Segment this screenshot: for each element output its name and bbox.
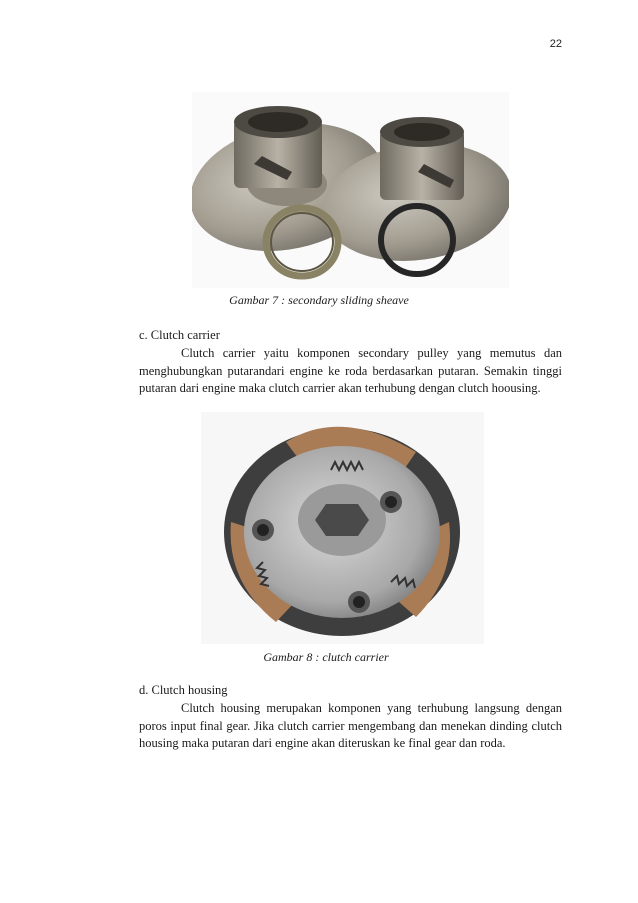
section-d-paragraph: Clutch housing merupakan komponen yang terhubung langsung dengan poros input final gear. Jika clutch carrier mengembang dan menekan dinding clutch housing maka putaran dari engine akan diteruskan ke final gear dan roda. — [139, 701, 562, 750]
section-c-heading: c. Clutch carrier — [139, 328, 220, 342]
figure-clutch-carrier — [201, 412, 484, 644]
figure-7-caption: Gambar 7 : secondary sliding sheave — [229, 293, 409, 307]
sliding-sheave-illustration — [192, 92, 509, 288]
page-number: 22 — [549, 38, 562, 50]
clutch-carrier-illustration — [201, 412, 484, 644]
figure-8-caption: Gambar 8 : clutch carrier — [263, 650, 389, 664]
figure-secondary-sliding-sheave — [192, 92, 509, 288]
section-d-heading: d. Clutch housing — [139, 683, 228, 697]
section-c-paragraph: Clutch carrier yaitu komponen secondary pulley yang memutus dan menghubungkan putarandari engine ke roda berdasarkan putaran. Semakin tinggi putaran dari engine maka clutch carrier akan terhubung dengan clutch hoousing. — [139, 346, 562, 395]
